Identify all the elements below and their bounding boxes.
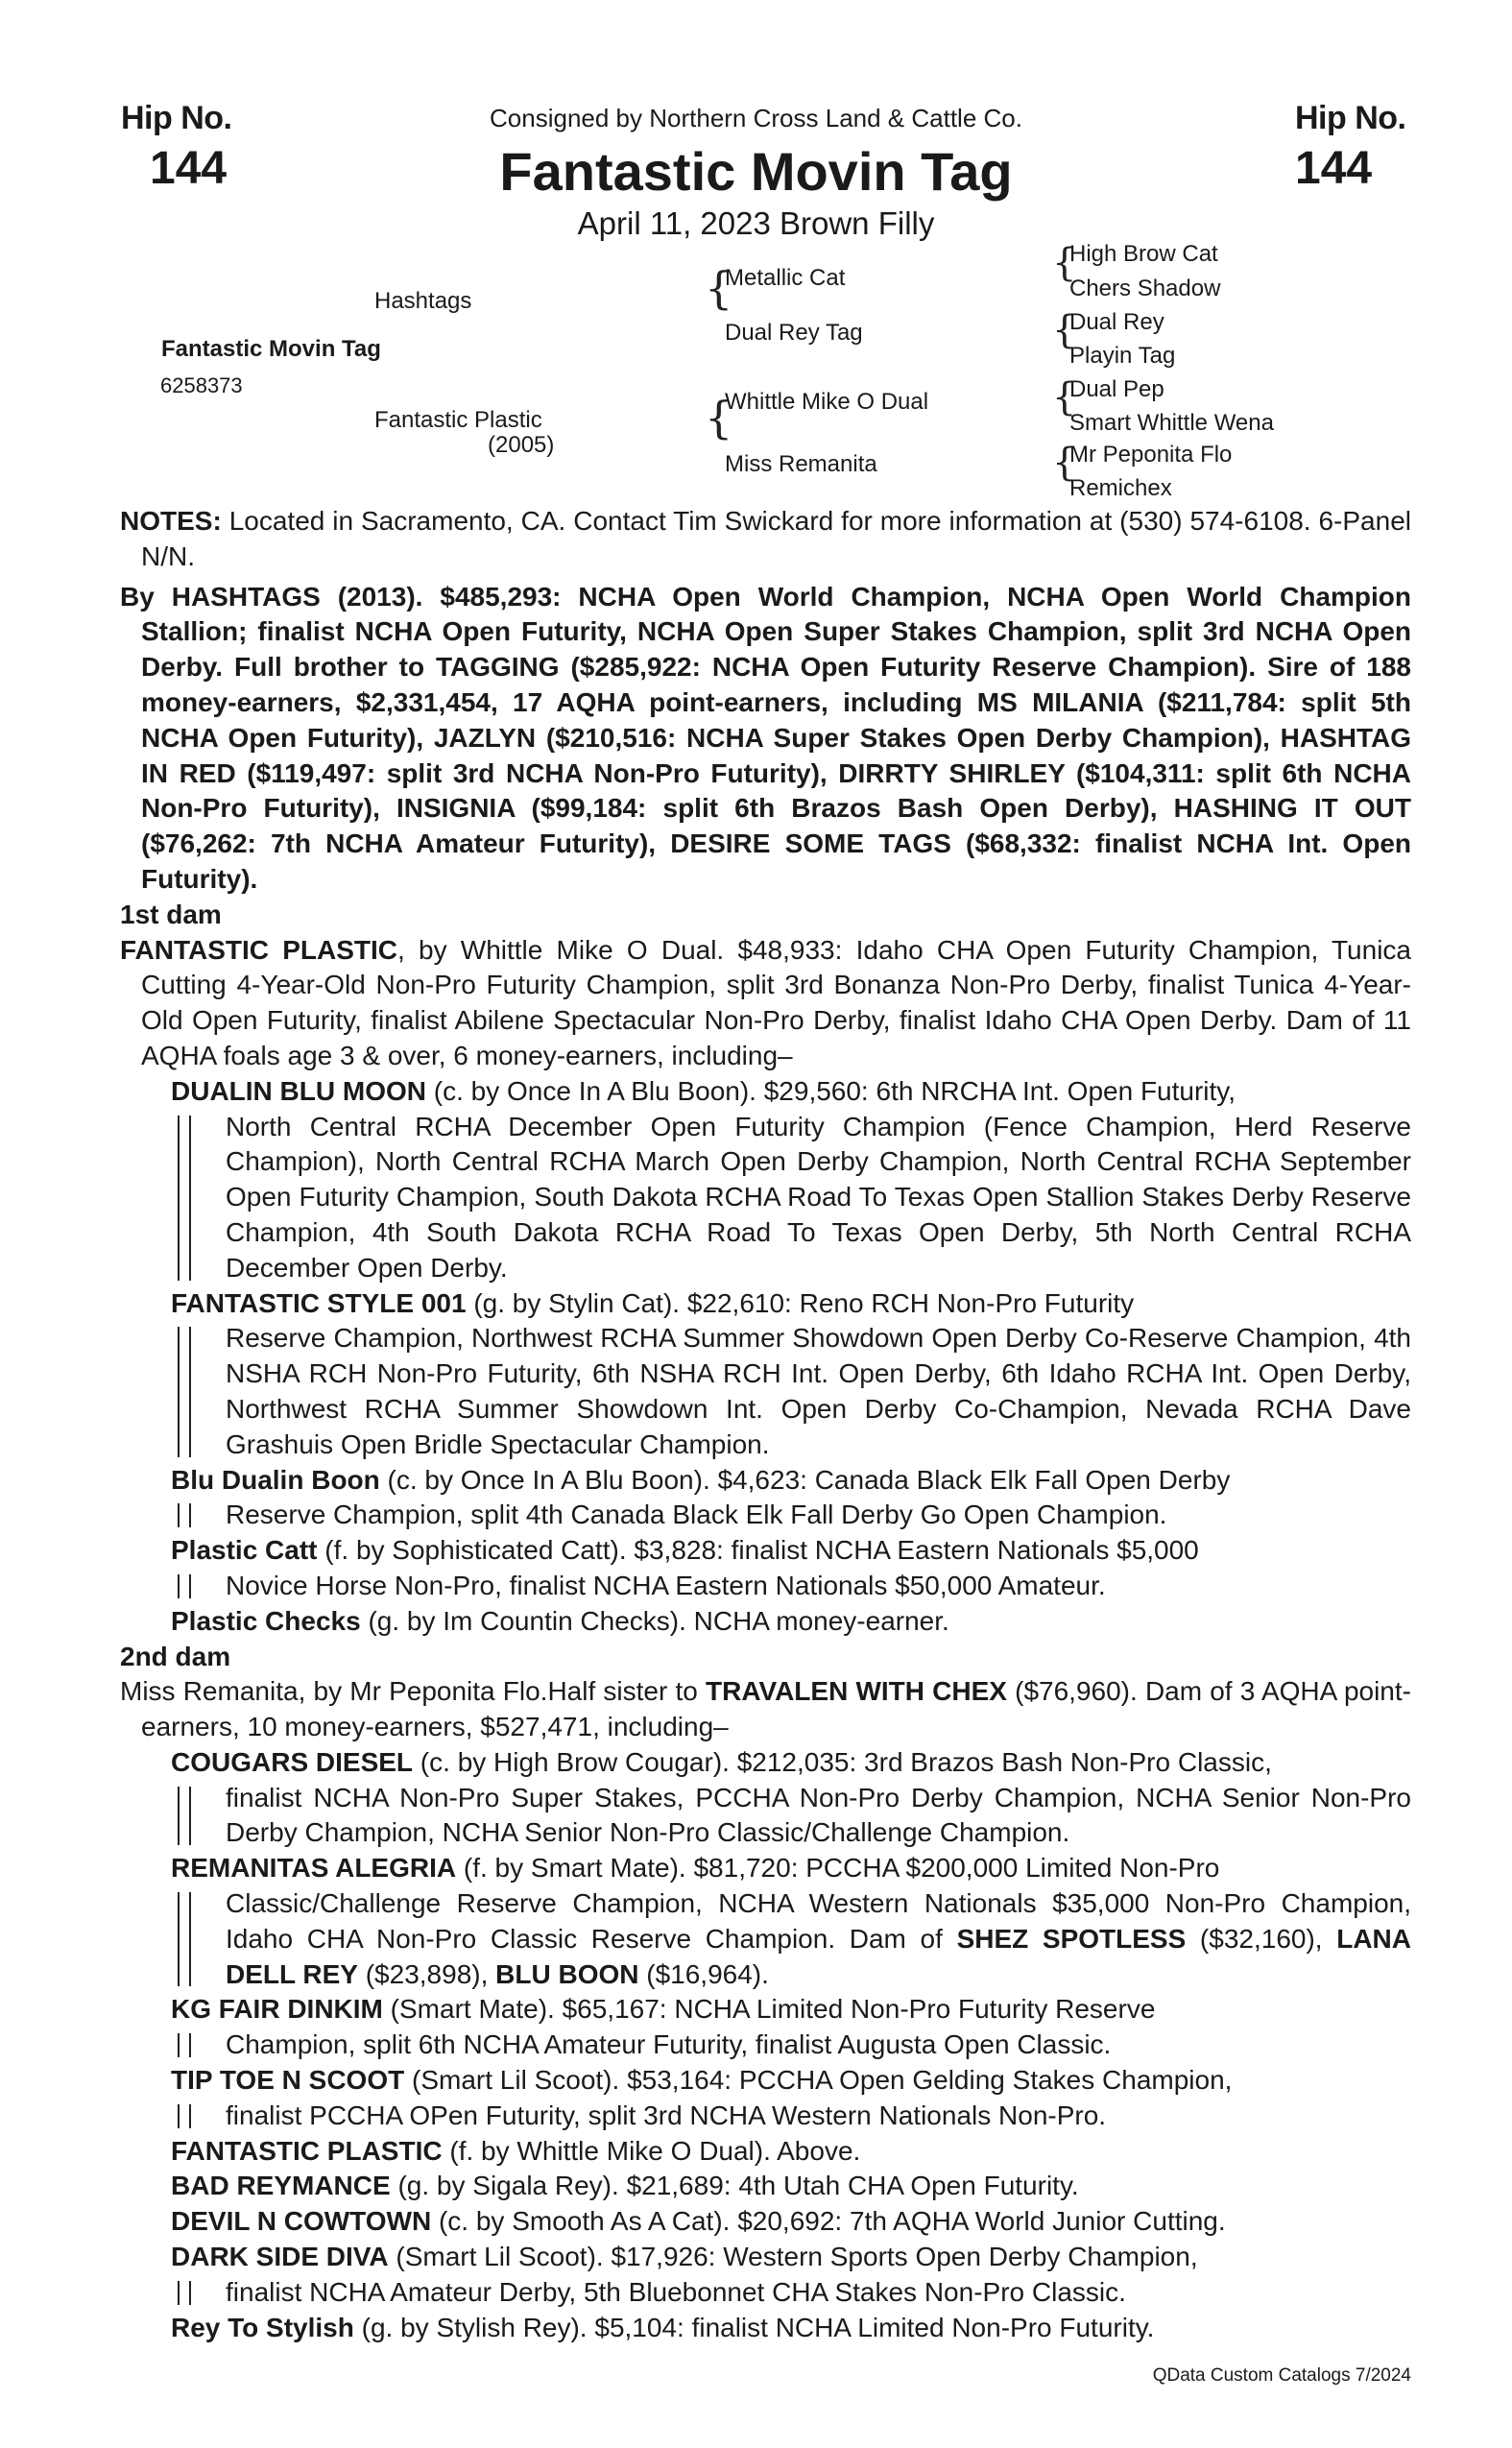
produce-line: (c. by Once In A Blu Boon). $4,623: Canada Black Elk Fall Open Derby <box>379 1464 1231 1495</box>
produce-entry <box>120 1463 1411 1499</box>
produce-foal-earnings: ($16,964). <box>638 1958 769 1989</box>
brace-g3-1: { <box>1052 241 1077 285</box>
gen3-1: High Brow Cat <box>1069 241 1218 267</box>
gen3-7: Mr Peponita Flo <box>1069 442 1233 468</box>
gen3-4: Playin Tag <box>1069 343 1176 369</box>
produce-detail-text: Novice Horse Non-Pro, finalist NCHA Eastern Nationals $50,000 Amateur. <box>226 1570 1106 1600</box>
produce-name: Plastic Checks <box>171 1605 361 1636</box>
dam-year: (2005) <box>488 432 555 458</box>
produce-name: BAD REYMANCE <box>171 2171 391 2201</box>
produce-detail <box>120 2275 1411 2311</box>
first-dam-paragraph <box>120 933 1411 1074</box>
dam-name: Fantastic Plastic <box>374 407 542 433</box>
first-dam-text: , by Whittle Mike O Dual. $48,933: Idaho CHA Open Futurity Champion, Tunica Cutting 4-Year-Old Non-Pro Futurity Champion, split 3rd Bonanza Non-Pro Derby, finalist Tunica 4-Year-Old Open Futurity, finalist Abilene Spectacular Non-Pro Derby, finalist Idaho CHA Open Derby. Dam of 11 AQHA foals age 3 & over, 6 money-earners, including– <box>141 934 1411 1070</box>
produce-detail <box>120 1781 1411 1852</box>
hip-label-left: Hip No. <box>121 100 232 136</box>
sire-name: Hashtags <box>374 288 472 314</box>
brace-g3-2: { <box>1052 308 1077 352</box>
produce-detail-text: Classic/Challenge Reserve Champion, NCHA Western Nationals $35,000 Non-Pro Champion, Idaho CHA Non-Pro Classic Reserve Champion. Dam of <box>226 1888 1411 1954</box>
produce-detail <box>120 1886 1411 1992</box>
produce-detail-text: finalist PCCHA OPen Futurity, split 3rd NCHA Western Nationals Non-Pro. <box>226 2100 1107 2130</box>
produce-name: DARK SIDE DIVA <box>171 2242 389 2272</box>
produce-entry <box>120 1604 1411 1640</box>
sire-dam: Dual Rey Tag <box>725 320 863 346</box>
produce-bar <box>178 2104 191 2128</box>
produce-detail <box>120 1569 1411 1604</box>
produce-line: (Smart Lil Scoot). $17,926: Western Sports Open Derby Champion, <box>388 2242 1198 2272</box>
produce-entry <box>120 2311 1411 2346</box>
produce-name: TIP TOE N SCOOT <box>171 2065 405 2096</box>
second-dam-text: , by Mr Peponita Flo.Half sister to <box>298 1676 707 1707</box>
gen3-3: Dual Rey <box>1069 309 1164 335</box>
produce-line: (f. by Sophisticated Catt). $3,828: finalist NCHA Eastern Nationals $5,000 <box>317 1535 1199 1566</box>
produce-detail <box>120 1110 1411 1286</box>
produce-entry <box>120 2063 1411 2099</box>
gen3-6: Smart Whittle Wena <box>1069 410 1274 436</box>
produce-line: (g. by Stylin Cat). $22,610: Reno RCH Non-Pro Futurity <box>466 1287 1135 1318</box>
notes <box>120 504 1411 575</box>
produce-line: (f. by Whittle Mike O Dual). Above. <box>442 2135 861 2166</box>
first-dam-heading: 1st dam <box>120 899 222 929</box>
produce-entry <box>120 1074 1411 1110</box>
produce-detail-text: finalist NCHA Amateur Derby, 5th Bluebonnet CHA Stakes Non-Pro Classic. <box>226 2276 1126 2307</box>
produce-name: KG FAIR DINKIM <box>171 1994 383 2025</box>
produce-foal-name: BLU BOON <box>495 1958 639 1989</box>
produce-detail <box>120 1498 1411 1533</box>
produce-line: (c. by High Brow Cougar). $212,035: 3rd Brazos Bash Non-Pro Classic, <box>413 1746 1272 1777</box>
produce-entry <box>120 1745 1411 1781</box>
produce-detail-text: Champion, split 6th NCHA Amateur Futurity, finalist Augusta Open Classic. <box>226 2029 1112 2060</box>
sire-sire: Metallic Cat <box>725 265 846 291</box>
second-dam-name: Miss Remanita <box>120 1676 299 1707</box>
notes-text: Located in Sacramento, CA. Contact Tim Swickard for more information at (530) 574-6108. 6-Panel N/N. <box>141 506 1411 571</box>
second-dam-paragraph <box>120 1674 1411 1745</box>
gen3-5: Dual Pep <box>1069 376 1164 402</box>
notes-label: NOTES: <box>120 506 222 536</box>
produce-bar <box>178 1574 191 1598</box>
brace-dam: { <box>705 392 733 444</box>
gen3-2: Chers Shadow <box>1069 276 1221 301</box>
produce-foal-name: LANA DELL REY <box>226 1923 1411 1989</box>
produce-line: (g. by Stylish Rey). $5,104: finalist NCHA Limited Non-Pro Futurity. <box>353 2312 1155 2342</box>
horse-name: Fantastic Movin Tag <box>499 141 1013 202</box>
produce-name: DUALIN BLU MOON <box>171 1075 426 1106</box>
dam-dam: Miss Remanita <box>725 451 877 477</box>
produce-foal-name: SHEZ SPOTLESS <box>956 1923 1187 1954</box>
produce-entry <box>120 1992 1411 2028</box>
produce-detail <box>120 2028 1411 2063</box>
produce-bar <box>178 2033 191 2057</box>
produce-name: DEVIL N COWTOWN <box>171 2206 432 2237</box>
sire-paragraph: By HASHTAGS (2013). $485,293: NCHA Open World Champion, NCHA Open World Champion Stallion; finalist NCHA Open Futurity, NCHA Open Super Stakes Champion, split 3rd NCHA Open Derby. Full brother to TAGGING ($285,922: NCHA Open Futurity Reserve Champion). Sire of 188 money-earners, $2,331,454, 17 AQHA point-earners, including MS MILANIA ($211,784: split 5th NCHA Open Futurity), JAZLYN ($210,516: NCHA Super Stakes Open Derby Champion), HASHTAG IN RED ($119,497: split 3rd NCHA Non-Pro Futurity), DIRRTY SHIRLEY ($104,311: split 6th NCHA Non-Pro Futurity), INSIGNIA ($99,184: split 6th Brazos Bash Open Derby), HASHING IT OUT ($76,262: 7th NCHA Amateur Futurity), DESIRE SOME TAGS ($68,332: finalist NCHA Int. Open Futurity). <box>120 581 1411 894</box>
produce-entry <box>120 2240 1411 2275</box>
produce-name: COUGARS DIESEL <box>171 1746 414 1777</box>
produce-detail-text: finalist NCHA Non-Pro Super Stakes, PCCHA Non-Pro Derby Champion, NCHA Senior Non-Pro Derby Champion, NCHA Senior Non-Pro Classic/Challenge Champion. <box>226 1782 1411 1848</box>
first-dam-produce <box>120 1074 1411 1640</box>
produce-detail-text: Reserve Champion, Northwest RCHA Summer Showdown Open Derby Co-Reserve Champion, 4th NSHA RCH Non-Pro Futurity, 6th NSHA RCH Int. Open Derby, 6th Idaho RCHA Int. Open Derby, Northwest RCHA Summer Showdown Int. Open Derby Co-Champion, Nevada RCHA Dave Grashuis Open Bridle Spectacular Champion. <box>226 1323 1411 1459</box>
dam-sire: Whittle Mike O Dual <box>725 389 929 415</box>
pedigree-subject: Fantastic Movin Tag <box>161 336 381 362</box>
produce-entry <box>120 1533 1411 1569</box>
brace-g3-3: { <box>1052 375 1077 420</box>
catalog-body <box>120 504 1411 2345</box>
second-dam-heading: 2nd dam <box>120 1641 231 1671</box>
produce-line: (Smart Lil Scoot). $53,164: PCCHA Open Gelding Stakes Champion, <box>404 2065 1233 2096</box>
produce-bar <box>178 1327 191 1456</box>
produce-line: (Smart Mate). $65,167: NCHA Limited Non-Pro Futurity Reserve <box>382 1994 1156 2025</box>
produce-entry <box>120 1286 1411 1322</box>
produce-detail-text: Reserve Champion, split 4th Canada Black Elk Fall Derby Go Open Champion. <box>226 1500 1167 1530</box>
registration-number: 6258373 <box>160 373 243 397</box>
produce-name: Blu Dualin Boon <box>171 1464 380 1495</box>
footer-credit: QData Custom Catalogs 7/2024 <box>1152 2365 1411 2386</box>
produce-bar <box>178 1116 191 1281</box>
consigned-by: Consigned by Northern Cross Land & Cattle Co. <box>490 104 1022 132</box>
produce-entry <box>120 1851 1411 1886</box>
produce-line: (c. by Once In A Blu Boon). $29,560: 6th NRCHA Int. Open Futurity, <box>425 1075 1236 1106</box>
brace-g3-4: { <box>1052 441 1077 485</box>
hip-label-right: Hip No. <box>1295 100 1406 136</box>
foaling-info: April 11, 2023 Brown Filly <box>577 205 935 241</box>
produce-name: Rey To Stylish <box>171 2312 354 2342</box>
produce-foal-earnings: ($23,898), <box>357 1958 496 1989</box>
second-dam-text-2: ($76,960). Dam of 3 AQHA point-earners, 10 money-earners, $527,471, including– <box>141 1676 1411 1742</box>
hip-number-left: 144 <box>150 143 228 194</box>
produce-line: (g. by Sigala Rey). $21,689: 4th Utah CHA Open Futurity. <box>390 2171 1079 2201</box>
produce-name: Plastic Catt <box>171 1535 318 1566</box>
first-dam-name: FANTASTIC PLASTIC <box>120 934 398 965</box>
produce-bar <box>178 2281 191 2305</box>
produce-detail-text: North Central RCHA December Open Futurity Champion (Fence Champion, Herd Reserve Champion), North Central RCHA March Open Derby Champion, North Central RCHA September Open Futurity Champion, South Dakota RCHA Road To Texas Open Stallion Stakes Derby Reserve Champion, 4th South Dakota RCHA Road To Texas Open Derby, 5th North Central RCHA December Open Derby. <box>226 1111 1411 1283</box>
produce-name: FANTASTIC PLASTIC <box>171 2135 443 2166</box>
hip-number-right: 144 <box>1295 143 1373 194</box>
produce-detail <box>120 1321 1411 1462</box>
produce-entry <box>120 2134 1411 2170</box>
produce-name: REMANITAS ALEGRIA <box>171 1853 457 1884</box>
produce-bar <box>178 1503 191 1527</box>
produce-detail <box>120 2099 1411 2134</box>
produce-line: (g. by Im Countin Checks). NCHA money-earner. <box>360 1605 949 1636</box>
half-sibling-name: TRAVALEN WITH CHEX <box>706 1676 1007 1707</box>
produce-line: (c. by Smooth As A Cat). $20,692: 7th AQHA World Junior Cutting. <box>431 2206 1226 2237</box>
produce-foal-earnings: ($32,160), <box>1186 1923 1337 1954</box>
produce-bar <box>178 1892 191 1986</box>
produce-entry <box>120 2204 1411 2240</box>
produce-entry <box>120 2169 1411 2204</box>
gen3-8: Remichex <box>1069 475 1172 501</box>
produce-name: FANTASTIC STYLE 001 <box>171 1287 467 1318</box>
produce-bar <box>178 1787 191 1846</box>
produce-line: (f. by Smart Mate). $81,720: PCCHA $200,000 Limited Non-Pro <box>456 1853 1220 1884</box>
brace-sire: { <box>705 262 733 314</box>
second-dam-produce <box>120 1745 1411 2346</box>
